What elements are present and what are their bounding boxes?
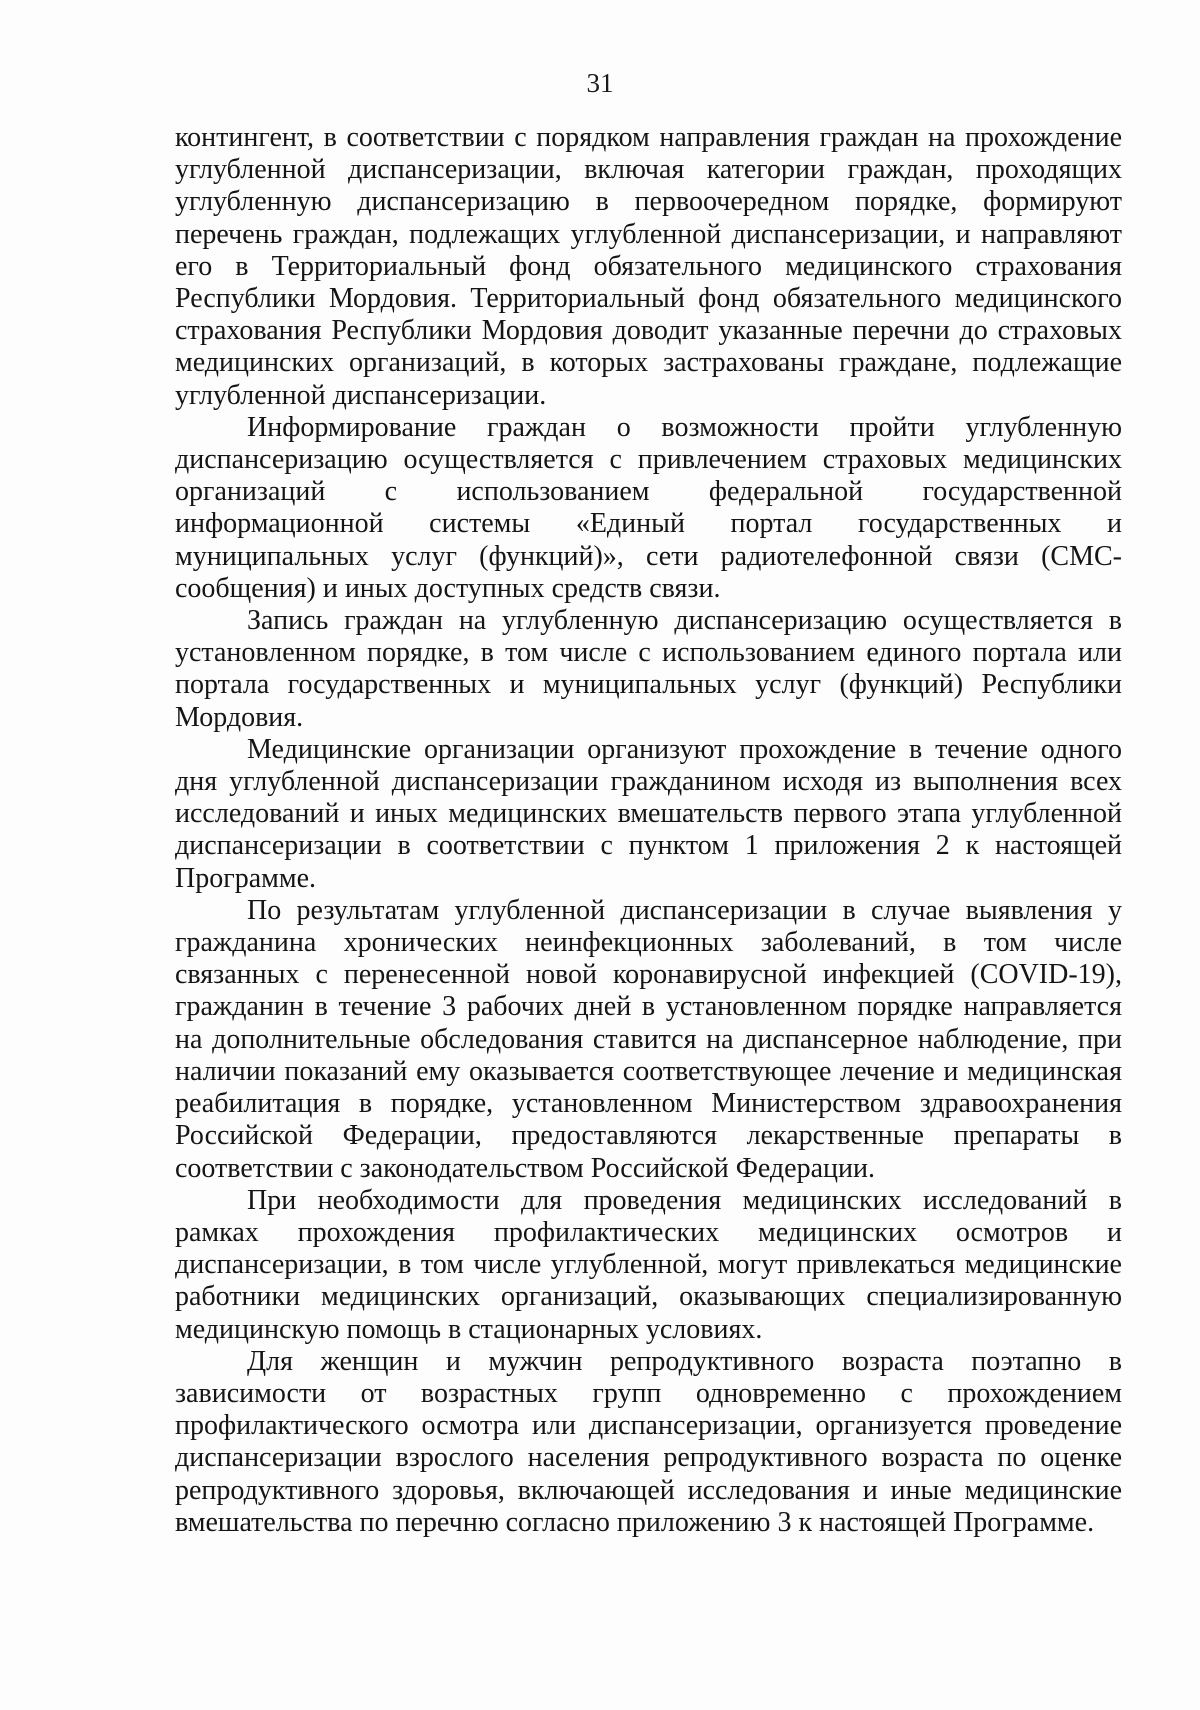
paragraph-4: Медицинские организации организуют прохождение в течение одного дня углубленной диспансеризации гражданином исходя из выполнения всех исследований и иных медицинских вмешательств первого этапа углубленной диспансеризации в соответствии с пунктом 1 приложения 2 к настоящей Программе. [175, 733, 1122, 894]
paragraph-7: Для женщин и мужчин репродуктивного возраста поэтапно в зависимости от возрастных групп одновременно с прохождением профилактического осмотра или диспансеризации, организуется проведение диспансеризации взрослого населения репродуктивного возраста по оценке репродуктивного здоровья, включающей исследования и иные медицинские вмешательства по перечню согласно приложению 3 к настоящей Программе. [175, 1345, 1122, 1538]
paragraph-5: По результатам углубленной диспансеризации в случае выявления у гражданина хронических неинфекционных заболеваний, в том числе связанных с перенесенной новой коронавирусной инфекцией (COVID-19), гражданин в течение 3 рабочих дней в установленном порядке направляется на дополнительные обследования ставится на диспансерное наблюдение, при наличии показаний ему оказывается соответствующее лечение и медицинская реабилитация в порядке, установленном Министерством здравоохранения Российской Федерации, предоставляются лекарственные препараты в соответствии с законодательством Российской Федерации. [175, 894, 1122, 1184]
document-body [175, 122, 1122, 1539]
paragraph-2: Информирование граждан о возможности пройти углубленную диспансеризацию осуществляется с привлечением страховых медицинских организаций с использованием федеральной государственной информационной системы «Единый портал государственных и муниципальных услуг (функций)», сети радиотелефонной связи (СМС-сообщения) и иных доступных средств связи. [175, 411, 1122, 604]
paragraph-1: контингент, в соответствии с порядком направления граждан на прохождение углубленной диспансеризации, включая категории граждан, проходящих углубленную диспансеризацию в первоочередном порядке, формируют перечень граждан, подлежащих углубленной диспансеризации, и направляют его в Территориальный фонд обязательного медицинского страхования Республики Мордовия. Территориальный фонд обязательного медицинского страхования Республики Мордовия доводит указанные перечни до страховых медицинских организаций, в которых застрахованы граждане, подлежащие углубленной диспансеризации. [175, 122, 1122, 411]
page-number: 31 [586, 68, 614, 98]
paragraph-3: Запись граждан на углубленную диспансеризацию осуществляется в установленном порядке, в том числе с использованием единого портала или портала государственных и муниципальных услуг (функций) Республики Мордовия. [175, 605, 1122, 733]
paragraph-6: При необходимости для проведения медицинских исследований в рамках прохождения профилактических медицинских осмотров и диспансеризации, в том числе углубленной, могут привлекаться медицинские работники медицинских организаций, оказывающих специализированную медицинскую помощь в стационарных условиях. [175, 1184, 1122, 1345]
